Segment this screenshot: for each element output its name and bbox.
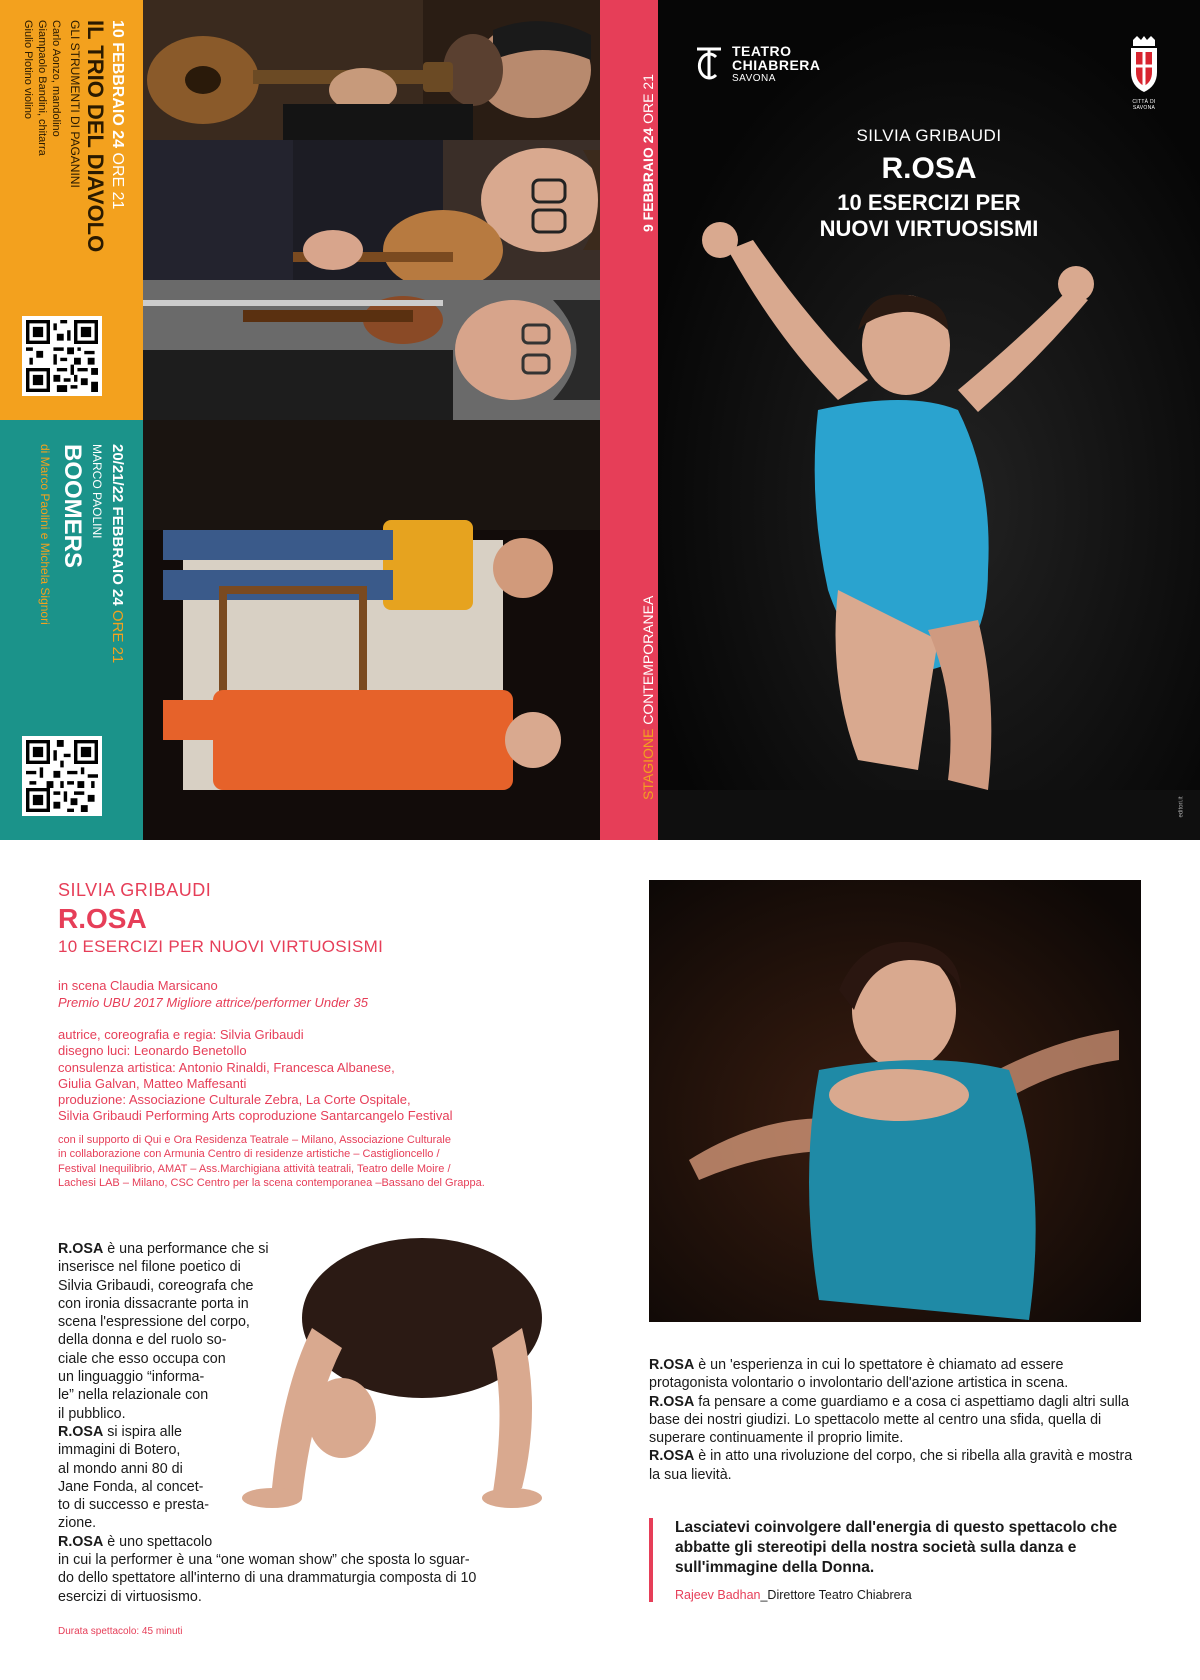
description-left [58,1240,558,1606]
show-author: SILVIA GRIBAUDI [58,880,212,900]
show-title: R.OSA [58,903,147,934]
desc-line: è uno spettacolo [103,1533,213,1550]
photo-mandolin-player [143,0,600,140]
desc-line: si ispira alle [103,1423,182,1440]
crest-caption: CITTÀ DI SAVONA [1132,99,1156,111]
logo-line2: CHIABRERA [732,57,821,73]
event1-subtitle: GLI STRUMENTI DI PAGANINI [68,20,82,188]
show-subtitle: 10 ESERCIZI PER NUOVI VIRTUOSISMI [58,937,384,956]
desc-right-paragraph-2 [649,1393,1141,1448]
event1-performer: Carlo Aonzo, mandolino [50,20,62,137]
logo-line3: SAVONA [732,73,776,84]
show-credits [58,1027,578,1125]
quote-text: Lasciatevi coinvolgere dall'energia di questo spettacolo che abbatte gli stereotipi della nostra società sulla danza e sull'immagine della Donna. [675,1519,1118,1576]
desc-bold: R.OSA [58,1241,104,1257]
desc-bold: R.OSA [58,1423,104,1440]
event2-artist: MARCO PAOLINI [90,444,104,539]
photo-guitar-player [143,140,600,280]
event1-title: IL TRIO DEL DIAVOLO [83,20,108,253]
city-crest-icon [1127,36,1161,92]
show-cast [58,977,578,1011]
event1-date-line [108,20,126,209]
support-line: con il supporto di Qui e Ora Residenza Teatrale – Milano, Associazione Culturale [58,1133,451,1146]
desc-paragraph-2 [58,1423,558,1533]
quote-signature [675,1588,1141,1602]
desc-bold: R.OSA [649,1357,695,1373]
photo-boomers-stage [143,420,600,840]
show-support [58,1133,578,1191]
desc-bold: R.OSA [649,1448,695,1465]
credit-line: disegno luci: Leonardo Benetollo [58,1043,247,1059]
photo-performer-dancing [649,880,1141,1322]
cover-author: SILVIA GRIBAUDI [856,126,1002,145]
credit-line: Giulia Galvan, Matteo Maffesanti [58,1075,247,1091]
show-info-block [58,880,578,1191]
event1-performer: Giulio Plotino violino [22,20,34,120]
desc-line: zione. [58,1515,97,1532]
desc-line: Jane Fonda, al concet- [58,1478,204,1495]
event1-time: ORE 21 [109,152,126,210]
event1-date: 10 FEBBRAIO 24 [109,20,126,149]
desc-line: il pubblico. [58,1405,126,1422]
support-line: in collaborazione con Armunia Centro di residenze artistiche – Castiglioncello / [58,1148,440,1161]
cast-line: in scena Claudia Marsicano [58,978,218,993]
credit-line: produzione: Associazione Culturale Zebra, La Corte Ospitale, [58,1092,411,1108]
cover-subtitle-line1: 10 ESERCIZI PER [837,190,1021,215]
desc-text: è in atto una rivoluzione del corpo, che si ribella alla gravità e mostra la sua lievità. [649,1448,1133,1483]
teatro-chiabrera-logo[interactable] [694,44,821,84]
quote-author-role: _Direttore Teatro Chiabrera [760,1588,912,1602]
desc-line: immagini di Botero, [58,1442,181,1459]
event2-date: 20/21/22 FEBBRAIO 24 [109,444,126,606]
cover-photo-credit: editori.it [1178,796,1185,818]
desc-paragraph-3 [58,1533,558,1606]
desc-paragraph-1 [58,1240,558,1423]
credit-line: autrice, coreografia e regia: Silvia Gribaudi [58,1027,304,1042]
desc-bold: R.OSA [58,1533,104,1550]
desc-line: do dello spettatore all'interno di una drammaturgia composta di 10 [58,1570,477,1587]
event1-performer: Giampaolo Bandini, chitarra [36,20,48,156]
event2-date-line [109,444,126,663]
support-line: Festival Inequilibrio, AMAT – Ass.Marchigiana attività teatrali, Teatro delle Moire / [58,1162,451,1175]
award-line: Premio UBU 2017 Migliore attrice/performer Under 35 [58,995,368,1010]
front-cover [658,0,1200,840]
cover-subtitle-line2: NUOVI VIRTUOSISMI [819,216,1039,242]
cover-title: R.OSA [881,152,977,185]
brochure-spine [600,0,658,840]
spine-date: 9 FEBBRAIO 24 [640,127,656,232]
desc-line: to di successo e presta- [58,1497,209,1514]
event2-author: di Marco Paolini e Michela Signori [38,444,52,625]
quote-author-name: Rajeev Badhan [675,1588,761,1602]
event-strip-trio-del-diavolo [0,0,143,420]
desc-line: ciale che esso occupa con [58,1350,226,1367]
desc-line: esercizi di virtuosismo. [58,1588,202,1605]
desc-text: è un 'esperienza in cui lo spettatore è chiamato ad essere protagonista volontario o involontario dell'azione artistica in scena. [649,1357,1069,1392]
director-quote [649,1518,1141,1602]
qr-code-event1[interactable] [22,316,102,396]
desc-line: al mondo anni 80 di [58,1460,183,1477]
spine-season-line [640,596,656,800]
photo-violin-player [143,280,600,420]
spine-season-label: STAGIONE [640,728,656,800]
desc-line: scena l'espressione del corpo, [58,1314,250,1331]
qr-code-icon [26,320,98,392]
desc-line: della donna e del ruolo so- [58,1332,227,1349]
qr-code-icon [26,740,98,812]
spine-date-line [640,74,656,232]
desc-right-paragraph-1 [649,1356,1141,1393]
description-right [649,1356,1141,1484]
desc-line: un linguaggio “informa- [58,1369,205,1386]
qr-code-event2[interactable] [22,736,102,816]
desc-line: le” nella relazionale con [58,1387,209,1404]
event2-title: BOOMERS [59,444,86,569]
desc-line: con ironia dissacrante porta in [58,1295,249,1312]
event-strip-boomers [0,420,143,840]
support-line: Lachesi LAB – Milano, CSC Centro per la scena contemporanea –Bassano del Grappa. [58,1177,485,1190]
desc-line: è una performance che si [103,1241,269,1257]
logo-line1: TEATRO [732,43,792,59]
desc-line: in cui la performer è una “one woman show” che sposta lo sguar- [58,1552,470,1569]
cover-title-block [658,126,1200,243]
spine-time: ORE 21 [640,74,656,124]
desc-right-paragraph-3 [649,1447,1141,1484]
credit-line: Silvia Gribaudi Performing Arts coproduzione Santarcangelo Festival [58,1108,453,1124]
desc-line: inserisce nel filone poetico di [58,1259,241,1276]
desc-line: Silvia Gribaudi, coreografa che [58,1277,254,1294]
spine-season-name: CONTEMPORANEA [640,595,656,725]
theatre-logo-icon [694,45,724,83]
desc-bold: R.OSA [649,1393,695,1410]
credit-line: consulenza artistica: Antonio Rinaldi, Francesca Albanese, [58,1059,395,1075]
city-crest [1124,36,1164,111]
show-duration: Durata spettacolo: 45 minuti [58,1626,183,1637]
desc-text: fa pensare a come guardiamo e a cosa ci aspettiamo dagli altri sulla base dei nostri giudizi. Lo spettacolo mette al centro una sfida, quella di superare continuamente il proprio limite. [649,1393,1129,1447]
event2-time: ORE 21 [109,609,126,664]
